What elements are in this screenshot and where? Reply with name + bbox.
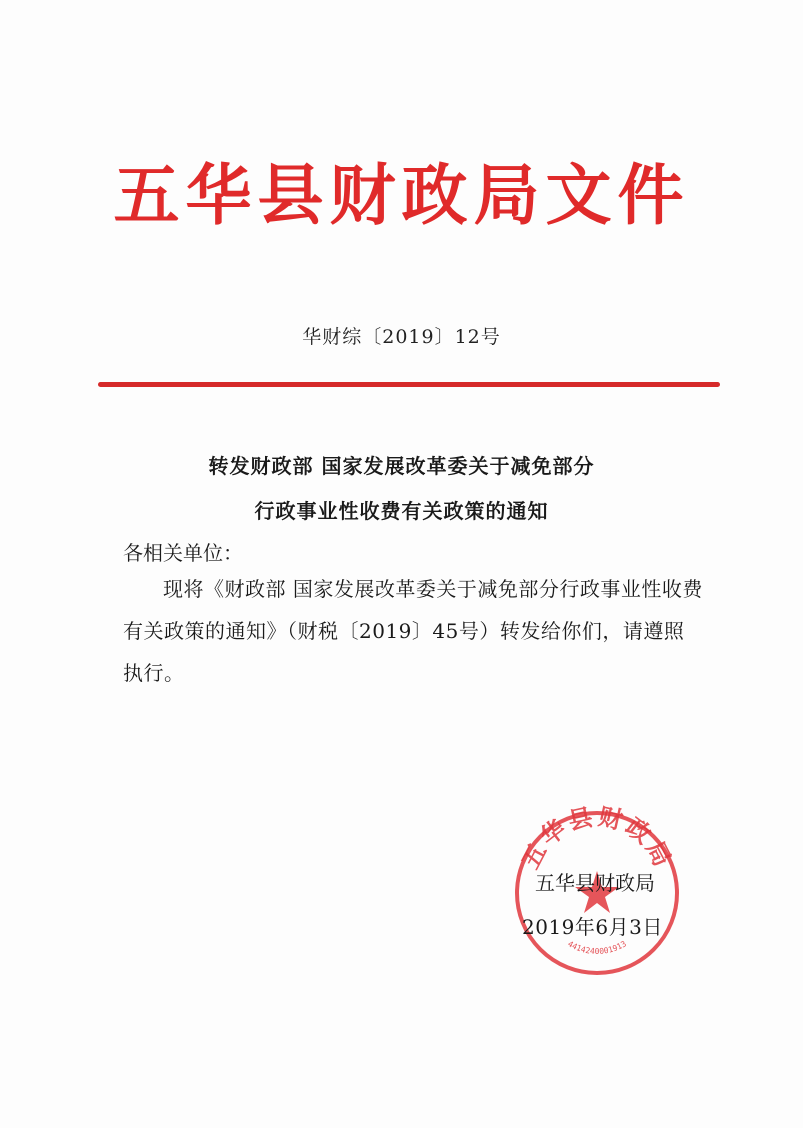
svg-text:4414240001913 xyxy=(566,939,628,956)
seal-code: 4414240001913 xyxy=(566,939,628,956)
document-title-line2: 行政事业性收费有关政策的通知 xyxy=(254,499,549,523)
document-number: 华财综〔2019〕12号 xyxy=(302,326,501,348)
signing-date: 2019年6月3日 xyxy=(522,915,663,939)
signing-organization: 五华县财政局 xyxy=(535,871,655,895)
header-divider xyxy=(98,382,720,387)
body-paragraph: 现将《财政部 国家发展改革委关于减免部分行政事业性收费有关政策的通知》（财税〔2019〕45号）转发给你们，请遵照执行。 xyxy=(123,577,703,685)
salutation: 各相关单位： xyxy=(123,541,243,565)
seal-text: 五华县财政局 xyxy=(515,803,679,874)
document-title-line1: 转发财政部 国家发展改革委关于减免部分 xyxy=(208,454,595,478)
document-header-title: 五华县财政局文件 xyxy=(113,156,690,234)
